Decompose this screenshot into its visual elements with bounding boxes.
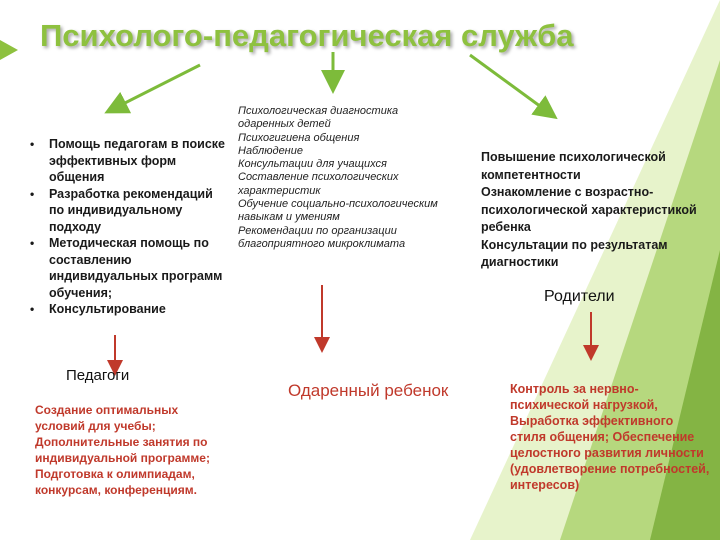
- parents-extra-text: Контроль за нервно-психической нагрузкой, Выработка эффективного стиля общения; Обеспечение целостного развития личности (удовлетворение потребностей, интересов): [510, 382, 710, 492]
- child-label: Одаренный ребенок: [288, 381, 449, 400]
- list-item: Составление психологических: [238, 171, 399, 184]
- teacher-help-list: [26, 136, 231, 318]
- list-item: • Разработка рекомендаций по индивидуальному подходу: [30, 186, 213, 234]
- list-item: навыкам и умениям: [238, 211, 340, 224]
- list-item: Консультации для учащихся: [238, 158, 387, 171]
- list-item: Психогигиена общения: [238, 131, 360, 144]
- bullet-icon: •: [30, 236, 35, 250]
- bullet-icon: •: [30, 137, 35, 151]
- list-item: ребенка: [481, 220, 531, 234]
- list-item: • Консультирование: [30, 302, 166, 316]
- arrow-to-parents: [470, 55, 548, 112]
- teachers-label: Педагоги: [66, 367, 130, 384]
- list-item: Консультации по результатам: [481, 237, 668, 252]
- list-item: диагностики: [481, 255, 559, 269]
- list-item: Повышение психологической: [481, 150, 666, 164]
- list-item: Наблюдение: [238, 144, 303, 157]
- list-item: • Методическая помощь по составлению индивидуальных программ обучения;: [30, 236, 223, 300]
- list-item: Обучение социально-психологическим: [238, 198, 438, 211]
- list-item: Ознакомление с возрастно-: [481, 185, 654, 199]
- teacher-tasks-text: Создание оптимальных условий для учебы; Дополнительные занятия по индивидуальной программе; Подготовка к олимпиадам, конкурсам, конференциям.: [35, 403, 210, 497]
- bullet-icon: •: [30, 302, 35, 316]
- list-item: благоприятного микроклимата: [238, 237, 406, 250]
- list-item: Психологическая диагностика: [238, 105, 399, 117]
- arrow-to-teachers: [115, 65, 200, 108]
- bullet-icon: •: [30, 186, 35, 201]
- child-activities-list: [238, 105, 478, 251]
- list-item: одаренных детей: [238, 118, 331, 131]
- list-item: психологической характеристикой: [481, 202, 697, 217]
- list-item: характеристик: [238, 184, 321, 197]
- page-title: Психолого-педагогическая служба: [40, 18, 574, 53]
- parents-label: Родители: [544, 288, 615, 305]
- list-item: • Помощь педагогам в поиске эффективных форм общения: [30, 137, 226, 184]
- list-item: компетентности: [481, 167, 581, 182]
- parent-tasks-list: [481, 149, 720, 272]
- list-item: Рекомендации по организации: [238, 224, 397, 237]
